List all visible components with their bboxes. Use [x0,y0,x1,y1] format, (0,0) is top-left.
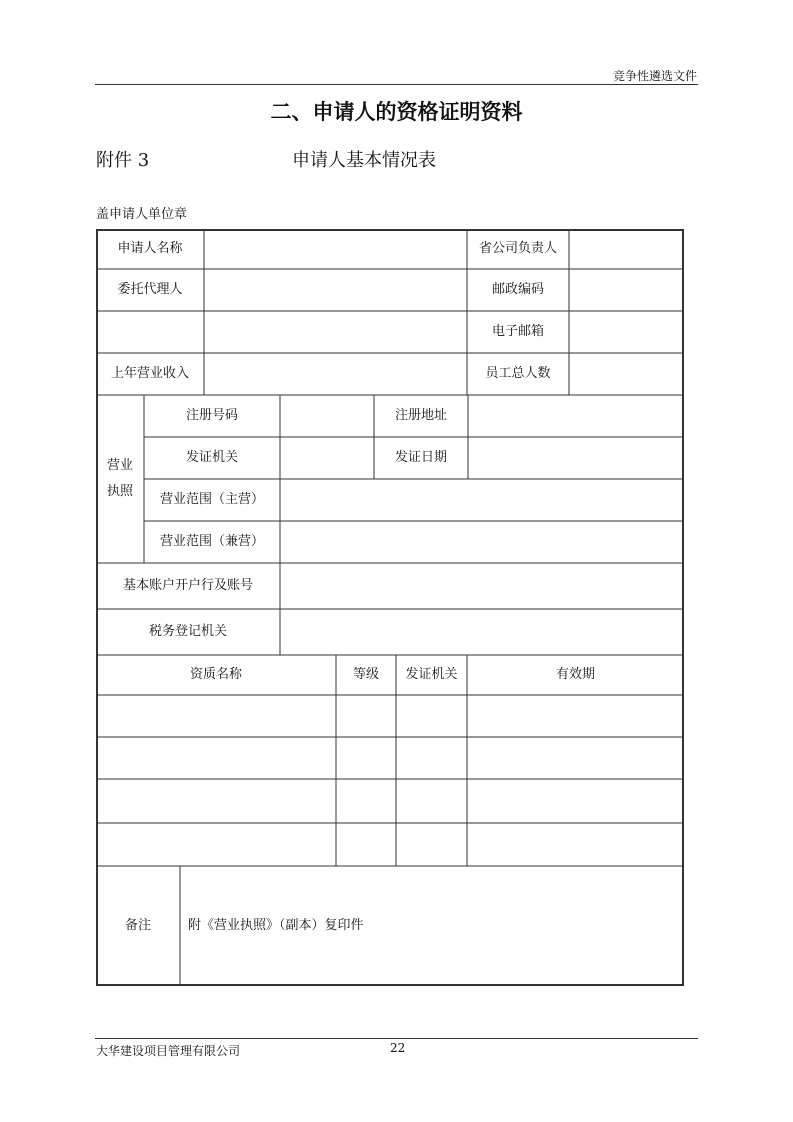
header-rule [95,84,698,85]
header-doc-type: 竞争性遴选文件 [612,69,697,83]
header-qual-validity: 有效期 [555,667,595,682]
tax-authority-field[interactable] [280,609,684,655]
label-postcode: 邮政编码 [491,282,544,297]
section-title: 二、申请人的资格证明资料 [270,100,523,124]
issue-date-field[interactable] [468,437,684,479]
applicant-info-form [96,229,684,986]
scope-side-field[interactable] [280,521,684,563]
seal-note: 盖申请人单位章 [96,207,188,222]
remarks-text: 附《营业执照》（副本）复印件 [188,918,364,933]
label-reg-address: 注册地址 [394,408,447,423]
qual-row[interactable] [96,695,684,737]
label-issue-date: 发证日期 [394,450,447,465]
provincial-head-field[interactable] [569,229,684,269]
label-tax-authority: 税务登记机关 [148,624,227,639]
label-last-year-revenue: 上年营业收入 [110,366,189,381]
footer-rule [95,1038,698,1039]
label-applicant-name: 申请人名称 [117,241,183,256]
label-issuing-authority: 发证机关 [185,450,238,465]
annex-label: 附件 3 [96,150,150,171]
applicant-name-field[interactable] [204,229,467,269]
label-remarks: 备注 [124,918,151,933]
header-qual-grade: 等级 [352,667,379,682]
header-qual-issuer: 发证机关 [405,667,458,682]
label-scope-side: 营业范围（兼营） [159,534,264,549]
label-reg-number: 注册号码 [185,408,238,423]
label-provincial-head: 省公司负责人 [478,241,557,256]
label-agent: 委托代理人 [117,282,183,297]
label-license-line2: 执照 [106,484,133,499]
label-email: 电子邮箱 [491,324,544,339]
last-year-revenue-field[interactable] [204,353,467,395]
email-field[interactable] [569,311,684,353]
qual-row[interactable] [96,823,684,866]
scope-main-field[interactable] [280,479,684,521]
label-scope-main: 营业范围（主营） [159,492,264,507]
label-license-line1: 营业 [106,458,133,473]
agent-field[interactable] [204,269,467,311]
total-employees-field[interactable] [569,353,684,395]
postcode-field[interactable] [569,269,684,311]
label-business-license [96,395,144,563]
issuing-authority-field[interactable] [280,437,374,479]
qual-row[interactable] [96,779,684,823]
header-qual-name: 资质名称 [189,667,242,682]
label-bank-account: 基本账户开户行及账号 [122,578,253,593]
page-number: 22 [390,1041,406,1055]
reg-number-field[interactable] [280,395,374,437]
qual-row[interactable] [96,737,684,779]
reg-address-field[interactable] [468,395,684,437]
footer-company: 大华建设项目管理有限公司 [96,1044,241,1058]
form-title: 申请人基本情况表 [292,150,436,171]
bank-account-field[interactable] [280,563,684,609]
label-total-employees: 员工总人数 [485,366,551,381]
